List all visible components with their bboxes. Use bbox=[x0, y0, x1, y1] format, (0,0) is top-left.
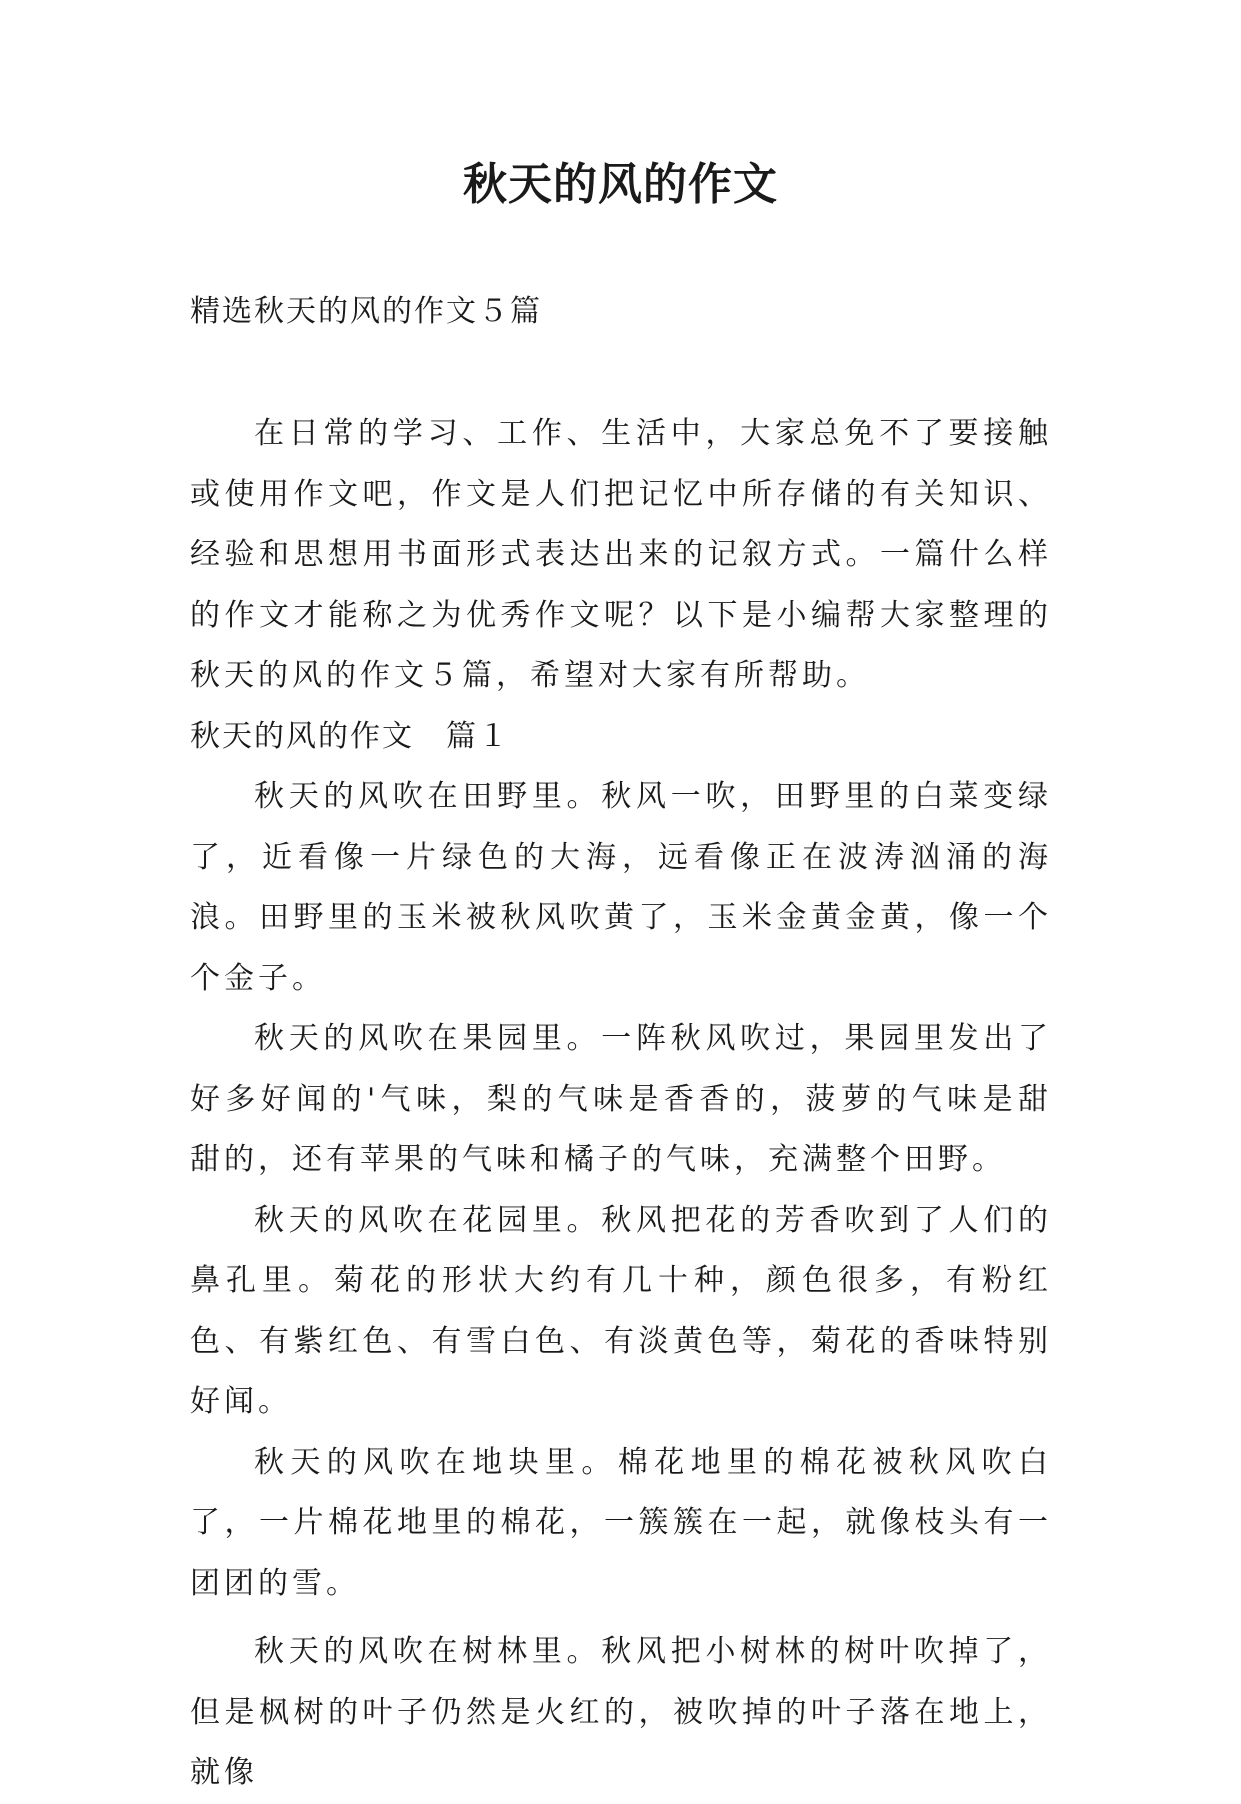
body-paragraph: 秋天的风吹在花园里。秋风把花的芳香吹到了人们的鼻孔里。菊花的形状大约有几十种，颜色很多，有粉红色、有紫红色、有雪白色、有淡黄色等，菊花的香味特别好闻。 bbox=[190, 1202, 1052, 1419]
intro-paragraph: 在日常的学习、工作、生活中，大家总免不了要接触或使用作文吧，作文是人们把记忆中所存储的有关知识、经验和思想用书面形式表达出来的记叙方式。一篇什么样的作文才能称之为优秀作文呢？以下是小编帮大家整理的秋天的风的作文５篇，希望对大家有所帮助。 bbox=[190, 416, 1052, 693]
document-title: 秋天的风的作文 bbox=[463, 159, 778, 210]
document-subtitle: 精选秋天的风的作文５篇 bbox=[190, 294, 542, 329]
body-paragraph: 秋天的风吹在田野里。秋风一吹，田野里的白菜变绿了，近看像一片绿色的大海，远看像正在波涛汹涌的海浪。田野里的玉米被秋风吹黄了，玉米金黄金黄，像一个个金子。 bbox=[190, 779, 1052, 996]
document-body bbox=[190, 404, 1052, 1804]
section-heading: 秋天的风的作文 篇１ bbox=[190, 718, 510, 754]
body-paragraph: 秋天的风吹在树林里。秋风把小树林的树叶吹掉了，但是枫树的叶子仍然是火红的，被吹掉的叶子落在地上，就像 bbox=[190, 1634, 1052, 1790]
body-paragraph: 秋天的风吹在果园里。一阵秋风吹过，果园里发出了好多好闻的'气味，梨的气味是香香的，菠萝的气味是甜甜的，还有苹果的气味和橘子的气味，充满整个田野。 bbox=[190, 1021, 1052, 1177]
body-paragraph: 秋天的风吹在地块里。棉花地里的棉花被秋风吹白了，一片棉花地里的棉花，一簇簇在一起，就像枝头有一团团的雪。 bbox=[190, 1444, 1052, 1601]
